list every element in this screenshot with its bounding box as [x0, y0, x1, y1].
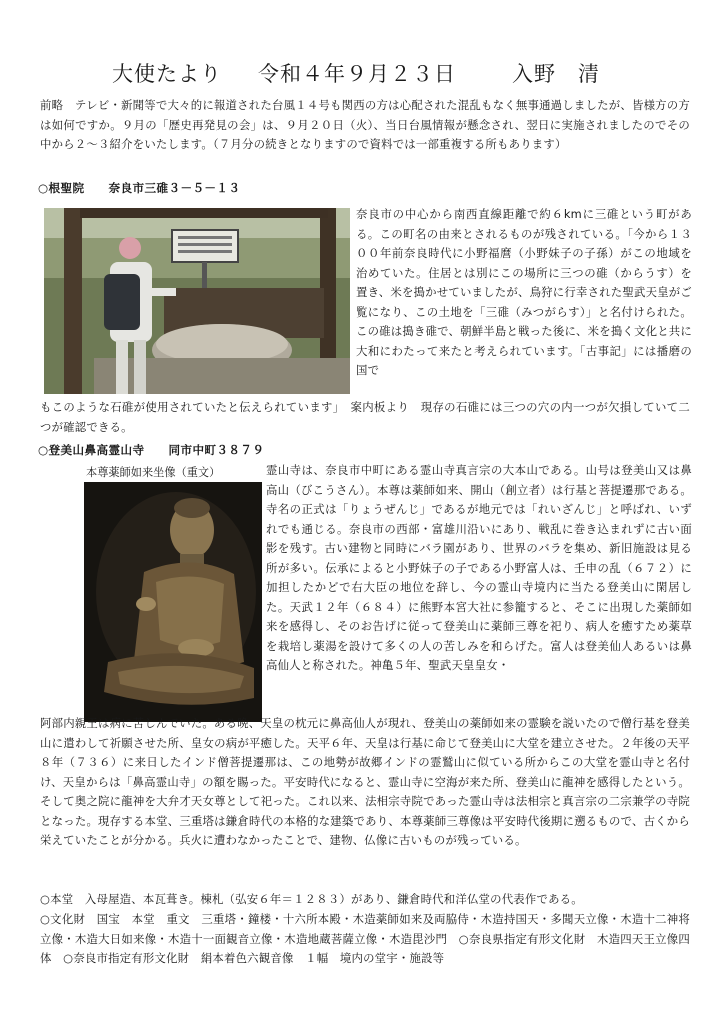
issue-date: 令和４年９月２３日 [258, 62, 456, 86]
newsletter-title: 大使たより [112, 62, 222, 86]
section1-body: 奈良市の中心から南西直線距離で約６kmに三碓という町がある。この町名の由来とされるものが残されている。「今から１３００年前奈良時代に小野福麿（小野妹子の子孫）がこの地域を治めていた。住居とは別にこの場所に三つの碓（からうす）を置き、米を搗かせていましたが、鳥狩に行幸された聖武天皇がご覧になり、この土地を「三碓（みつがらす）」と名付けられた。この碓は搗き碓で、朝鮮半島と戦った後に、米を搗く文化と共に大和にわたって来たと考えられています。「古事記」には播磨の国で [356, 207, 692, 377]
section1-heading: ○根聖院 奈良市三碓３－５－１３ [38, 181, 241, 195]
header [0, 58, 724, 88]
section2-body: 霊山寺は、奈良市中町にある霊山寺真言宗の大本山である。山号は登美山又は鼻高山（びこうさん）。本尊は薬師如来、開山（創立者）は行基と菩提遷那である。寺名の正式は「りょうぜんじ」であるが地元では「れいざんじ」と呼ばれ、いずれでも通じる。奈良市の西部・富雄川沿いにあり、戦乱に巻き込まれずに古い面影を残す。古い建物と同時にバラ園があり、世界のバラを集め、新旧施設は見る所が多い。伝承によると小野妹子の子である小野富人は、壬申の乱（６７２）に加担したかどで右大臣の地位を辞し、今の霊山寺境内に当たる登美山に閑居した。天武１２年（６８４）に熊野本宮大社に参籠すると、そこに出現した薬師如来を感得し、そのお告げに従って登美山に薬師三尊を祀り、病人を癒すため薬草を栽培し薬湯を設けて多くの人の苦しみを和らげた。富人は登美仙人あるいは鼻高仙人と称された。神亀５年、聖武天皇皇女・ [266, 463, 692, 672]
intro-paragraph: 前略 テレビ・新聞等で大々的に報道された台風１４号も関西の方は心配された混乱もなく無事通過しましたが、皆様方の方は如何ですか。９月の「歴史再発見の会」は、９月２０日（火）、当日台風情報が懸念され、翌日に実施されましたのでその中から２～３紹介をいたします。（７月分の続きとなりますので資料では一部重複する所もあります） [40, 98, 690, 151]
yakushi-statue-photo [84, 482, 262, 722]
honden-note: ○本堂 入母屋造、本瓦葺き。棟札（弘安６年＝１２８３）があり、鎌倉時代和洋仏堂の代表作である。 [40, 892, 583, 906]
statue-caption: 本尊薬師如来坐像（重文） [86, 466, 221, 479]
author-name: 入野 清 [512, 62, 600, 86]
section2-body-continued: 阿部内親王は病に苦しんでいた。ある晩、天皇の枕元に鼻高仙人が現れ、登美山の薬師如来の霊験を説いたので僧行基を登美山に遣わして祈願させた所、皇女の病が平癒した。天平６年、天皇は行基に命じて登美山に大堂を建立させた。２年後の天平８年（７３６）に来日したインド僧菩提遷那は、この地勢が故郷インドの霊鷲山に似ている所からこの大堂を霊山寺と名付け、天皇からは「鼻高霊山寺」の額を賜った。平安時代になると、霊山寺に空海が来た所、登美山に龍神を感得したという。そして奥之院に龍神を大弁才天女尊として祀った。これ以来、法相宗寺院であった霊山寺は法相宗と真言宗の二宗兼学の寺院となった。現存する本堂、三重塔は鎌倉時代の本格的な建築であり、本尊薬師三尊像は平安時代後期に遡るもので、古くから栄えていたことが分かる。兵火に遭わなかったことで、建物、仏像に古いものが残っている。 [40, 716, 690, 847]
cultural-properties-note: ○文化財 国宝 本堂 重文 三重塔・鐘楼・十六所本殿・木造薬師如来及両脇侍・木造持国天・多聞天立像・木造十二神将立像・木造大日如来像・木造十一面観音立像・木造地蔵菩薩立像・木造毘沙門 ○奈良県指定有形文化財 木造四天王立像四体 ○奈良市指定有形文化財 絹本着色六観音像 １幅 境内の堂宇・施設等 [40, 912, 690, 965]
section1-body-continued: もこのような石碓が使用されていたと伝えられています」 案内板より 現存の石碓には三つの穴の内一つが欠損していて二つが確認できる。 [40, 400, 690, 434]
stone-mortar-photo [44, 208, 350, 394]
section2-heading: ○登美山鼻高霊山寺 同市中町３８７９ [38, 443, 265, 457]
